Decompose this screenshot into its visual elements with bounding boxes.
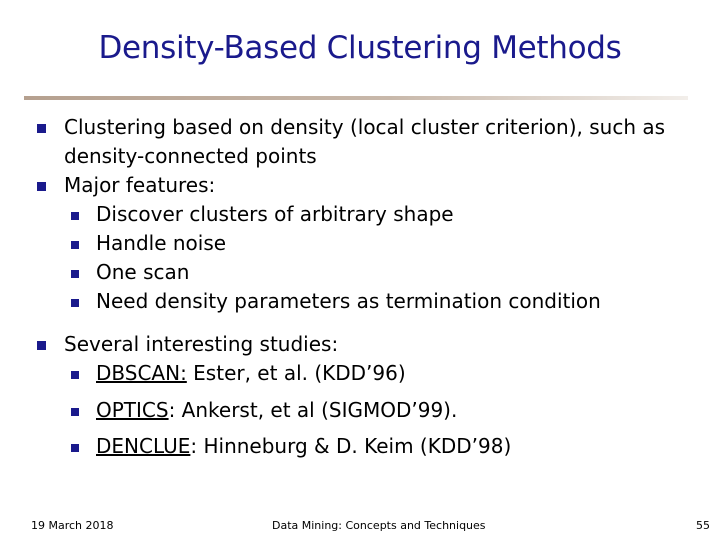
- sub-bullet-study-2-rest: : Ankerst, et al (SIGMOD’99).: [168, 398, 458, 422]
- sub-bullet-study-1-rest: Ester, et al. (KDD’96): [186, 361, 406, 385]
- square-bullet-icon: [71, 241, 79, 249]
- sub-bullet-features-4: Need density parameters as termination condition: [96, 289, 601, 313]
- square-bullet-icon: [71, 408, 79, 416]
- bullet-1-line-1: Clustering based on density (local cluster criterion), such as: [64, 115, 666, 139]
- sub-bullet-features-2: Handle noise: [96, 231, 227, 255]
- footer-date: 19 March 2018: [31, 519, 114, 532]
- square-bullet-icon: [71, 270, 79, 278]
- square-bullet-icon: [37, 124, 46, 133]
- sub-bullet-study-3: [96, 432, 511, 461]
- dbscan-link[interactable]: DBSCAN:: [96, 361, 187, 385]
- bullet-1-line-2: density-connected points: [64, 144, 317, 168]
- square-bullet-icon: [71, 299, 79, 307]
- slide-title: Density-Based Clustering Methods: [98, 30, 622, 66]
- sub-bullet-study-2: [96, 396, 457, 425]
- square-bullet-icon: [71, 212, 79, 220]
- square-bullet-icon: [71, 371, 79, 379]
- sub-bullet-study-3-rest: : Hinneburg & D. Keim (KDD’98): [190, 434, 512, 458]
- bullet-2-text: Major features:: [64, 173, 216, 197]
- square-bullet-icon: [37, 341, 46, 350]
- square-bullet-icon: [37, 182, 46, 191]
- sub-bullet-features-3: One scan: [96, 260, 190, 284]
- sub-bullet-features-1: Discover clusters of arbitrary shape: [96, 202, 454, 226]
- optics-link[interactable]: OPTICS: [96, 398, 169, 422]
- footer-title: Data Mining: Concepts and Techniques: [272, 519, 486, 532]
- square-bullet-icon: [71, 444, 79, 452]
- bullet-3-text: Several interesting studies:: [64, 332, 339, 356]
- footer-page-number: 55: [696, 519, 710, 532]
- denclue-link[interactable]: DENCLUE: [96, 434, 191, 458]
- sub-bullet-study-1: [96, 359, 406, 388]
